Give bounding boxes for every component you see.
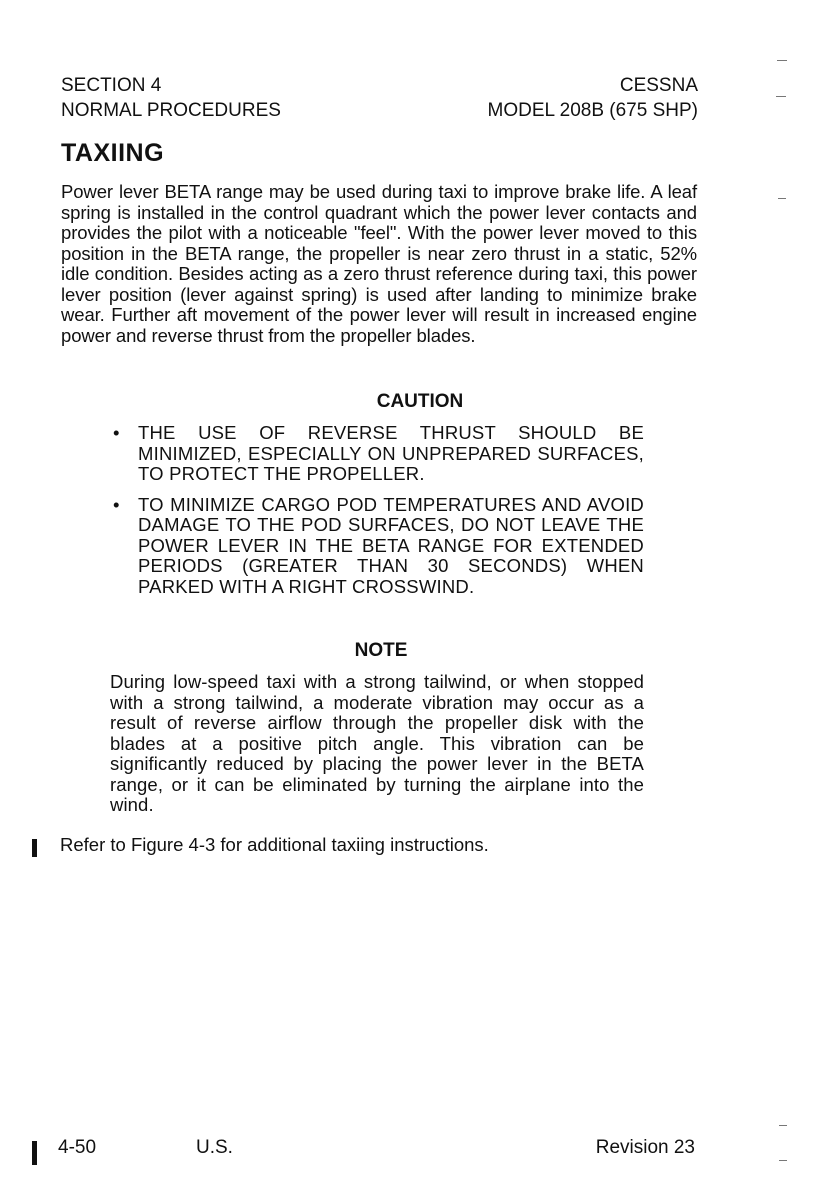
scan-speck — [778, 198, 786, 199]
footer-region: U.S. — [196, 1137, 233, 1158]
scan-speck — [776, 96, 786, 97]
revision-bar — [32, 1141, 37, 1165]
note-heading: NOTE — [354, 640, 408, 661]
section-title: NORMAL PROCEDURES — [61, 100, 281, 121]
scan-speck — [779, 1160, 787, 1161]
revision-bar — [32, 839, 37, 857]
manufacturer: CESSNA — [619, 75, 698, 96]
header-right — [488, 73, 699, 123]
page-title: TAXIING — [61, 139, 165, 167]
caution-list — [110, 423, 644, 607]
caution-item — [110, 423, 644, 485]
figure-reference: Refer to Figure 4-3 for additional taxiing instructions. — [60, 834, 489, 855]
caution-heading: CAUTION — [376, 391, 464, 412]
model: MODEL 208B (675 SHP) — [487, 100, 698, 121]
scan-speck — [777, 60, 787, 61]
revision-label: Revision 23 — [595, 1137, 695, 1158]
bullet-icon: • — [113, 422, 120, 443]
header-left — [61, 73, 281, 123]
scan-speck — [779, 1125, 787, 1126]
bullet-icon: • — [113, 493, 120, 515]
taxiing-paragraph: Power lever BETA range may be used during taxi to improve brake life. A leaf spring is installed in the control quadrant which the power lever contacts and provides the pilot with a noticeable "feel". With the power lever moved to this position in the BETA range, the propeller is near zero thrust in a static, 52% idle condition. Besides acting as a zero thrust reference during taxi, this power lever position (lever against spring) is used after landing to minimize brake wear. Further aft movement of the power lever will result in increased engine power and reverse thrust from the propeller blades. — [61, 181, 697, 346]
caution-item-text: TO MINIMIZE CARGO POD TEMPERATURES AND AVOID DAMAGE TO THE POD SURFACES, DO NOT LEAVE THE POWER LEVER IN THE BETA RANGE FOR EXTENDED PERIODS (GREATER THAN 30 SECONDS) WHEN PARKED WITH A RIGHT CROSSWIND. — [138, 493, 644, 597]
section-number: SECTION 4 — [61, 75, 162, 96]
caution-item-text: THE USE OF REVERSE THRUST SHOULD BE MINIMIZED, ESPECIALLY ON UNPREPARED SURFACES, TO PROTECT THE PROPELLER. — [138, 422, 644, 484]
caution-item — [110, 495, 644, 598]
note-text: During low-speed taxi with a strong tailwind, or when stopped with a strong tailwind, a moderate vibration may occur as a result of reverse airflow through the propeller disk with the blades at a positive pitch angle. This vibration can be significantly reduced by placing the power lever in the BETA range, or it can be eliminated by turning the airplane into the wind. — [110, 671, 644, 815]
page-number: 4-50 — [58, 1137, 97, 1158]
